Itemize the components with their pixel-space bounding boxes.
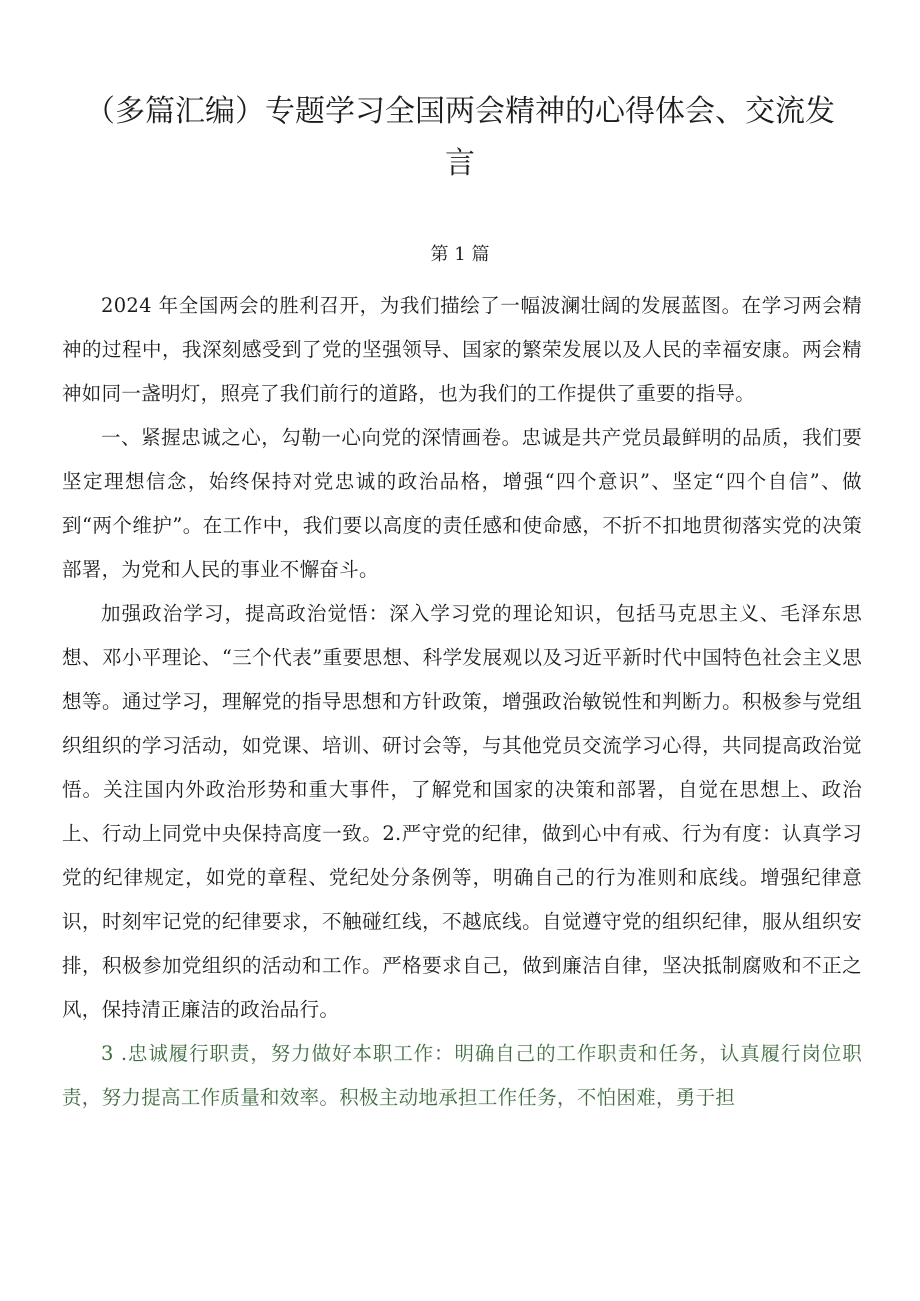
- paragraph-duties: 3 .忠诚履行职责，努力做好本职工作：明确自己的工作职责和任务，认真履行岗位职责，努力提高工作质量和效率。积极主动地承担工作任务，不怕困难，勇于担: [62, 1042, 862, 1109]
- paragraph-intro: 2024 年全国两会的胜利召开，为我们描绘了一幅波澜壮阔的发展蓝图。在学习两会精神的过程中，我深刻感受到了党的坚强领导、国家的繁荣发展以及人民的幸福安康。两会精神如同一盏明灯，照亮了我们前行的道路，也为我们的工作提供了重要的指导。: [62, 294, 862, 405]
- paragraph-loyalty: 一、紧握忠诚之心，勾勒一心向党的深情画卷。忠诚是共产党员最鲜明的品质，我们要坚定理想信念，始终保持对党忠诚的政治品格，增强“四个意识”、坚定“四个自信”、做到“两个维护”。在工作中，我们要以高度的责任感和使命感，不折不扣地贯彻落实党的决策部署，为党和人民的事业不懈奋斗。: [62, 426, 862, 581]
- document-title: （多篇汇编）专题学习全国两会精神的心得体会、交流发言: [85, 94, 835, 181]
- paragraph-political-study: 加强政治学习，提高政治觉悟：深入学习党的理论知识，包括马克思主义、毛泽东思想、邓小平理论、“三个代表”重要思想、科学发展观以及习近平新时代中国特色社会主义思想等。通过学习，理解党的指导思想和方针政策，增强政治敏锐性和判断力。积极参与党组织组织的学习活动，如党课、培训、研讨会等，与其他党员交流学习心得，共同提高政治觉悟。关注国内外政治形势和重大事件，了解党和国家的决策和部署，自觉在思想上、政治上、行动上同党中央保持高度一致。2.严守党的纪律，做到心中有戒、行为有度：认真学习党的纪律规定，如党的章程、党纪处分条例等，明确自己的行为准则和底线。增强纪律意识，时刻牢记党的纪律要求，不触碰红线，不越底线。自觉遵守党的组织纪律，服从组织安排，积极参加党组织的活动和工作。严格要求自己，做到廉洁自律，坚决抵制腐败和不正之风，保持清正廉洁的政治品行。: [62, 602, 862, 1021]
- section-heading: 第 1 篇: [430, 244, 490, 265]
- document-body: [62, 284, 862, 1120]
